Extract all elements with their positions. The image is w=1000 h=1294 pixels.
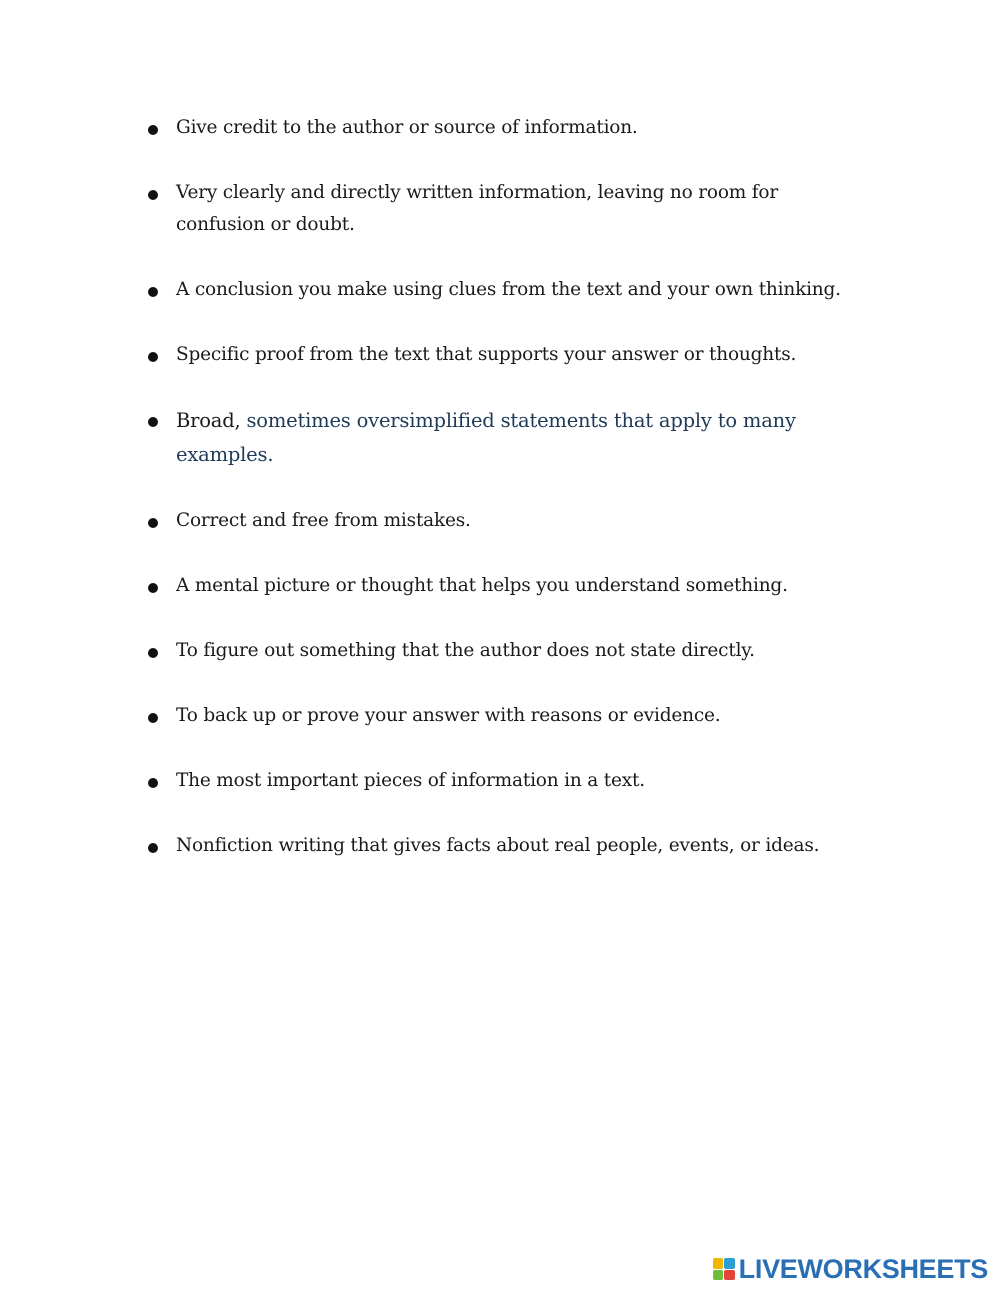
definition-text: Correct and free from mistakes.: [176, 510, 471, 531]
liveworksheets-logo[interactable]: [713, 1254, 988, 1284]
definition-text: Nonfiction writing that gives facts about real people, events, or ideas.: [176, 835, 820, 856]
definition-item: [148, 700, 848, 732]
bullet-icon: [148, 843, 158, 853]
definition-item: [148, 112, 848, 144]
definition-text: A conclusion you make using clues from the text and your own thinking.: [176, 279, 841, 300]
definition-item: [148, 177, 848, 241]
definition-item: [148, 830, 848, 862]
definition-item: [148, 274, 848, 306]
definition-text: Broad,: [176, 409, 247, 432]
definition-text: To figure out something that the author does not state directly.: [176, 640, 755, 661]
logo-tile-br: [724, 1270, 735, 1281]
bullet-icon: [148, 287, 158, 297]
definition-text: Very clearly and directly written information, leaving no room for confusion or doubt.: [176, 182, 779, 235]
definition-item: [148, 765, 848, 797]
definition-list: [148, 112, 848, 895]
definition-item: [148, 339, 848, 371]
bullet-icon: [148, 352, 158, 362]
definition-text: The most important pieces of information in a text.: [176, 770, 645, 791]
logo-tile-tl: [713, 1258, 724, 1269]
definition-text: To back up or prove your answer with reasons or evidence.: [176, 705, 721, 726]
bullet-icon: [148, 648, 158, 658]
definition-text: Give credit to the author or source of information.: [176, 117, 638, 138]
logo-tile-tr: [724, 1258, 735, 1269]
logo-tile-bl: [713, 1270, 724, 1281]
bullet-icon: [148, 778, 158, 788]
bullet-icon: [148, 190, 158, 200]
definition-item: [148, 505, 848, 537]
definition-item: [148, 570, 848, 602]
definition-text: Specific proof from the text that supports your answer or thoughts.: [176, 344, 797, 365]
bullet-icon: [148, 518, 158, 528]
bullet-icon: [148, 583, 158, 593]
bullet-icon: [148, 125, 158, 135]
definition-text-accent: sometimes oversimplified statements that apply to many examples.: [176, 409, 796, 466]
bullet-icon: [148, 713, 158, 723]
definition-item: [148, 635, 848, 667]
bullet-icon: [148, 417, 158, 427]
definition-text: A mental picture or thought that helps you understand something.: [176, 575, 788, 596]
logo-text: LIVEWORKSHEETS: [738, 1253, 988, 1284]
definition-item: [148, 404, 848, 472]
liveworksheets-logo-icon: [713, 1258, 735, 1280]
